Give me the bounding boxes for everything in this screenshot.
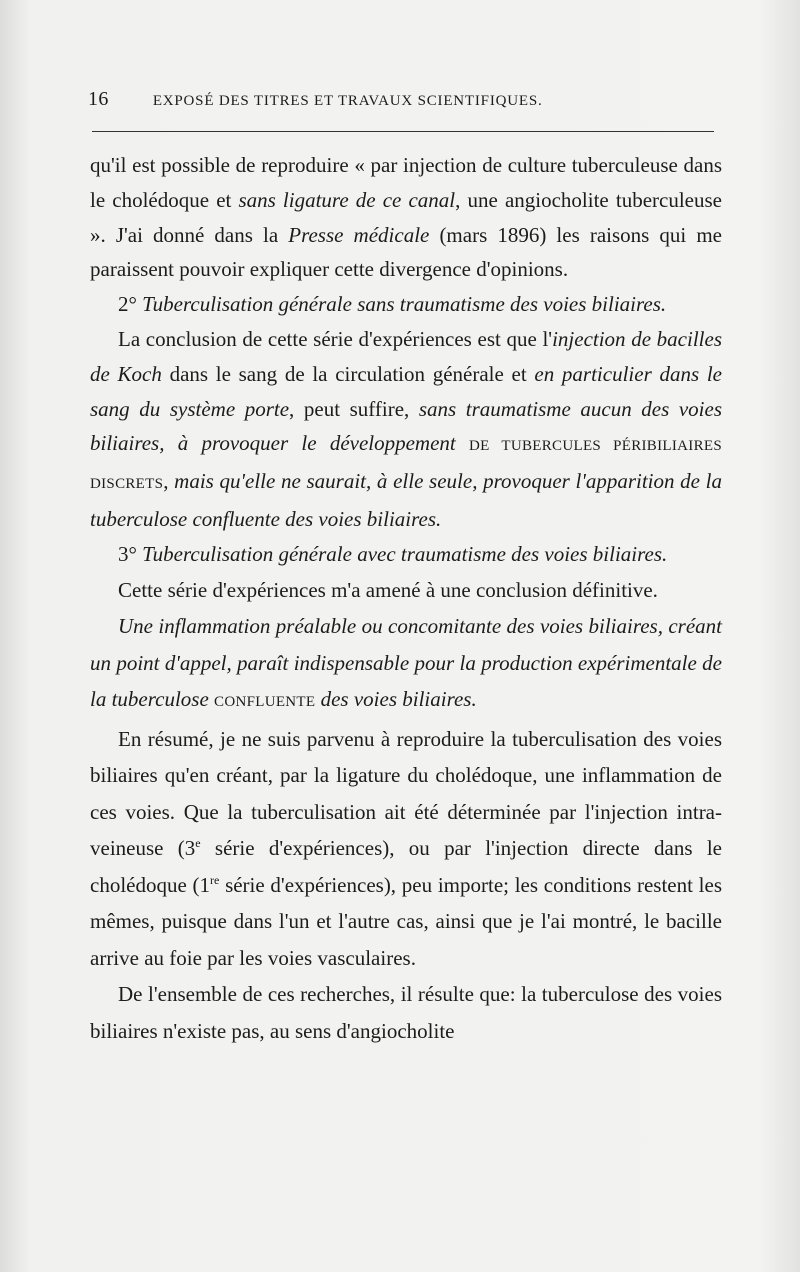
paragraph-2-text: , peut suffire, <box>289 396 419 421</box>
running-header <box>88 88 718 111</box>
paragraph-1 <box>90 148 722 287</box>
paragraph-2-text: La conclusion de cette série d'expériences est que l' <box>118 326 553 351</box>
section-title: Tuberculisation générale avec traumatisme des voies biliaires. <box>142 541 668 566</box>
paragraph-5-text: série d'expériences), peu importe; les conditions restent les mêmes, puisque dans l'un et l'autre cas, ainsi que je l'ai montré, le bacille arrive au foie par les voies vasculaires. <box>90 872 722 970</box>
paragraph-5 <box>90 721 722 977</box>
paragraph-2-text: , <box>163 469 175 494</box>
small-caps-text: CONFLUENTE <box>214 694 316 711</box>
paragraph-3: Cette série d'expériences m'a amené à une conclusion définitive. <box>118 577 658 602</box>
section-heading-2 <box>90 287 722 322</box>
running-title: EXPOSÉ DES TITRES ET TRAVAUX SCIENTIFIQUES. <box>152 93 543 109</box>
paragraph-2-emphasis: sans traumatisme aucun des voies biliaires, à provoquer le développement <box>90 396 722 456</box>
paragraph-4-emphasis: des voies biliaires. <box>320 687 477 712</box>
paragraph-2-emphasis: mais qu'elle ne saurait, à elle seule, provoquer l'apparition de la tuberculose confluente des voies biliaires. <box>90 469 722 531</box>
paragraph-1-text: (mars 1896) les raisons qui me paraissent pouvoir expliquer cette divergence d'opinions. <box>90 222 722 282</box>
paragraph-2 <box>90 322 722 537</box>
section-number: 3° <box>118 541 137 566</box>
paragraph-1-emphasis: sans ligature de ce canal <box>238 187 456 212</box>
paragraph-4 <box>90 608 722 721</box>
small-caps-text: DE TUBERCULES PÉRIBILIAIRES DISCRETS <box>90 438 723 493</box>
header-rule <box>92 131 714 132</box>
section-title: Tuberculisation générale sans traumatisme des voies biliaires. <box>142 292 667 317</box>
journal-title: Presse médicale <box>288 222 430 247</box>
paragraph-6: De l'ensemble de ces recherches, il résulte que: la tuberculose des voies biliaires n'existe pas, au sens d'angiocholite <box>90 982 722 1043</box>
paragraph-5-text: En résumé, je ne suis parvenu à reproduire la tuberculisation des voies biliaires qu'en créant, par la ligature du cholédoque, une inflammation de ces voies. Que la tuberculisation ait été déterminée par l'injection intra-veineuse (3 <box>90 726 722 861</box>
paragraph-5-text: série d'expériences), ou par l'injection directe dans le cholédoque (1 <box>90 836 722 897</box>
page-body <box>90 148 722 1049</box>
paragraph-1-text: , une angiocholite tuberculeuse ». J'ai donné dans la <box>90 187 722 247</box>
paragraph-2-text: dans le sang de la circulation générale et <box>161 361 535 386</box>
paragraph-4-emphasis: Une inflammation préalable ou concomitante des voies biliaires, créant un point d'appel, paraît indispensable pour la production expérimentale de la tuberculose <box>90 614 722 712</box>
section-number: 2° <box>118 292 137 317</box>
paragraph-1-text: qu'il est possible de reproduire « par injection de culture tuberculeuse dans le cholédoque et <box>90 153 722 212</box>
superscript: re <box>210 872 220 887</box>
page-number: 16 <box>88 88 109 110</box>
paragraph-2-emphasis: injection de bacilles de Koch <box>90 326 722 386</box>
section-heading-3 <box>90 537 722 572</box>
paragraph-2-emphasis: en particulier dans le sang du système porte <box>90 361 722 421</box>
superscript: e <box>195 836 201 851</box>
